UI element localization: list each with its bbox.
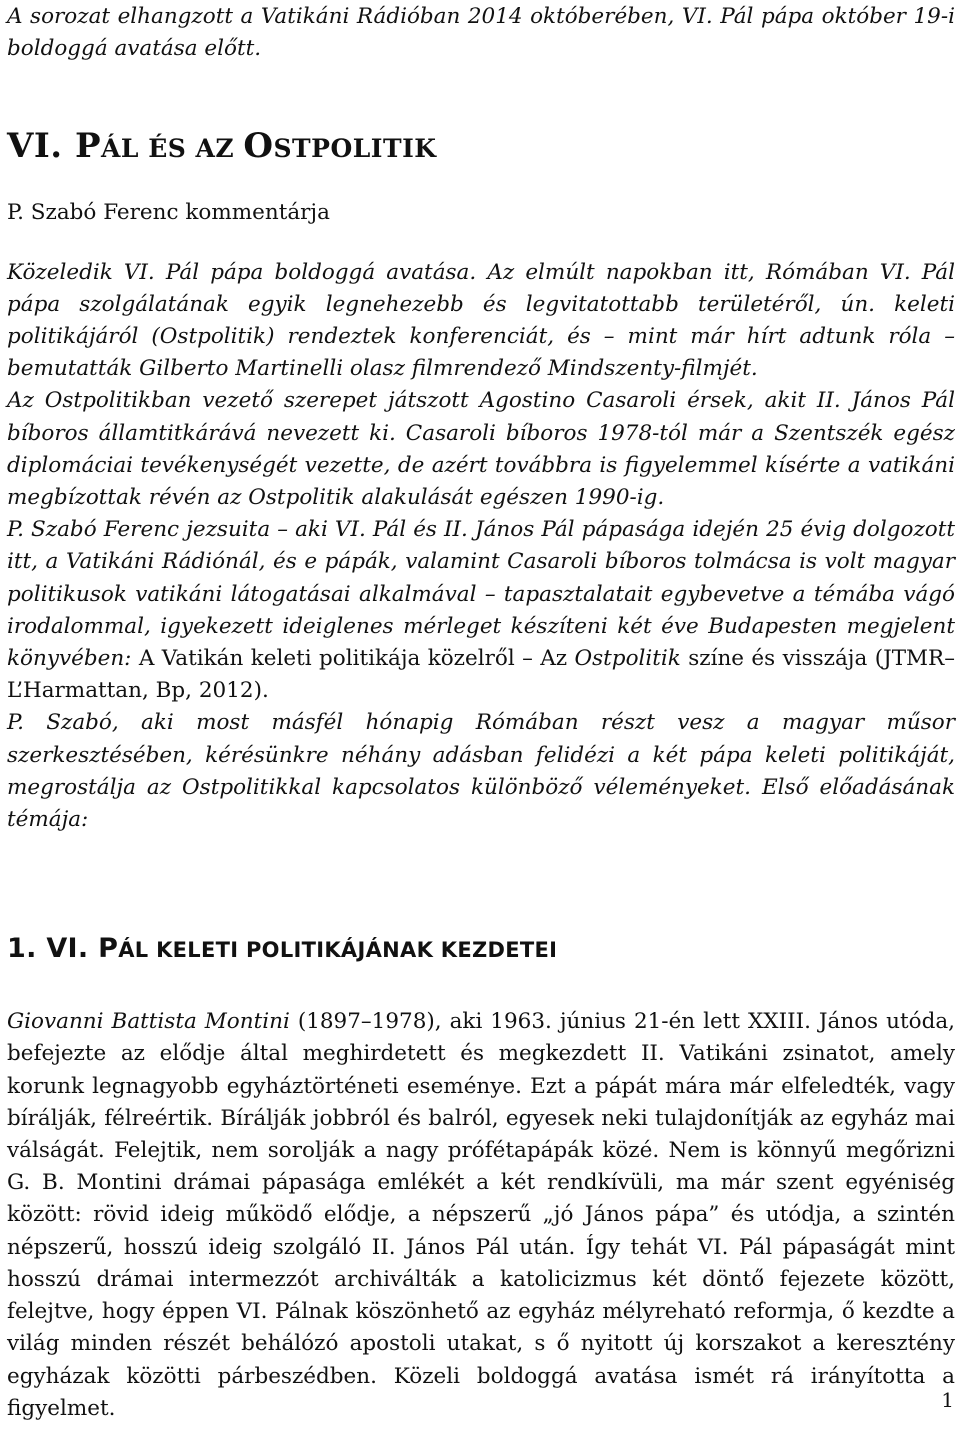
title-prefix: VI. P — [7, 126, 102, 167]
document-page — [7, 0, 955, 1425]
lead-paragraph-1: Közeledik VI. Pál pápa boldoggá avatása. Az elmúlt napokban itt, Rómában VI. Pál pápa szolgálatának egyik legnehezebb és legvitatottabb területéről, ún. keleti politikájáról (Ostpolitik) rendeztek konferenciát, és – mint már hírt adtunk róla – bemutatták Gilberto Martinelli olasz filmrendező Mindszenty-filmjét. — [7, 259, 955, 382]
body-paragraph — [7, 1006, 955, 1425]
section-title-smallcaps: ÁL KELETI POLITIKÁJÁNAK KEZDETEI — [118, 938, 558, 963]
montini-name: Giovanni Battista Montini — [7, 1009, 290, 1035]
book-title-part-1: A Vatikán keleti politikája közelről – Az — [131, 646, 575, 672]
intro-note: A sorozat elhangzott a Vatikáni Rádióban 2014 októberében, VI. Pál pápa október 19-i boldoggá avatása előtt. — [7, 4, 955, 62]
lead-section — [7, 257, 955, 837]
lead-paragraph-4: P. Szabó, aki most másfél hónapig Rómában részt vesz a magyar műsor szerkesztésében, kérésünkre néhány adásban felidézi a két pápa keleti politikáját, megrostálja az Ostpolitikkal kapcsolatos különböző véleményeket. Első előadásának témája: — [7, 710, 955, 833]
title-smallcaps-2: STPOLITIK — [273, 134, 437, 164]
book-title-italic: Ostpolitik — [574, 646, 681, 672]
main-title — [7, 126, 955, 169]
body-text: (1897–1978), aki 1963. június 21-én lett XXIII. János utóda, befejezte az elődje által meghirdetett és megkezdett II. Vatikáni zsinatot, amely korunk legnagyobb egyháztörténeti eseménye. Ezt a pápát mára már elfeledték, vagy bírálják, félreértik. Bírálják jobbról és balról, egyesek neki tulajdonítják az egyház mai válságát. Felejtik, nem sorolják a nagy prófétapápák közé. Nem is könnyű megőrizni G. B. Montini drámai pápasága emlékét a két rendkívüli, ma már szent egyéniség között: rövid ideig működő elődje, a népszerű „jó János pápa” és utódja, a szintén népszerű, hosszú ideig szolgáló II. János Pál után. Így tehát VI. Pál pápaságát mint hosszú drámai intermezzót archiválták a katolicizmus két döntő fejezete között, felejtve, hogy éppen VI. Pálnak köszönhető az egyház mélyreható reformja, ő kezdte a világ minden részét behálózó apostoli utakat, s ő nyitott új korszakot a keresztény egyházak közötti párbeszédben. Közeli boldoggá avatása ismét rá irányította a figyelmet. — [7, 1009, 956, 1421]
title-smallcaps-1: ÁL ÉS AZ — [101, 134, 244, 164]
author-line: P. Szabó Ferenc kommentárja — [7, 200, 330, 226]
lead-paragraph-2: Az Ostpolitikban vezető szerepet játszott Agostino Casaroli érsek, akit II. János Pál bíboros államtitkárává nevezett ki. Casaroli bíboros 1978-tól már a Szentszék egész diplomáciai tevékenységét vezette, de azért továbbra is figyelemmel kísérte a vatikáni megbízottak révén az Ostpolitik alakulását egészen 1990-ig. — [7, 388, 955, 511]
page-number: 1 — [941, 1388, 954, 1412]
title-cap-2: O — [243, 126, 274, 167]
lead-paragraph-3-italic: P. Szabó Ferenc jezsuita – aki VI. Pál és II. János Pál pápasága idején 25 évig dolgozott itt, a Vatikáni Rádiónál, és e pápák, valamint Casaroli bíboros tolmácsa is volt magyar politikusok vatikáni látogatásai alkalmával – tapasztalatait egybevetve a témába vágó irodalommal, igyekezett ideiglenes mérleget készíteni két éve Budapesten megjelent könyvében: — [7, 517, 955, 672]
section-title — [7, 932, 955, 967]
section-title-prefix: 1. VI. P — [7, 933, 119, 965]
lead-paragraph-3 — [7, 514, 955, 707]
book-title-part-2: színe és visszája (JTMR–L’Harmattan, Bp, 2012). — [7, 646, 955, 704]
